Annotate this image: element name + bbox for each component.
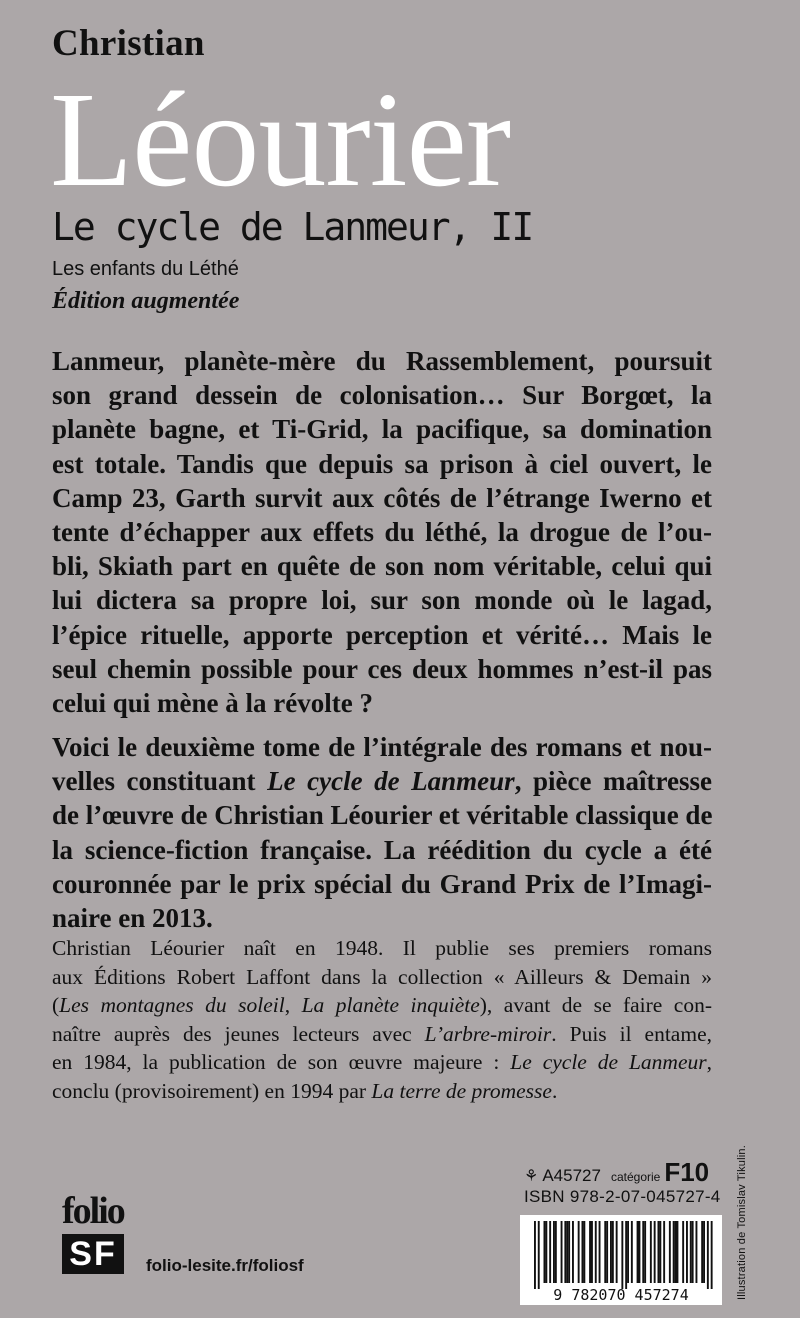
barcode-bar bbox=[673, 1221, 675, 1283]
barcode-bar bbox=[555, 1221, 557, 1283]
blurb-line: est totale. Tandis que depuis sa prison à ciel ouvert, le bbox=[52, 448, 712, 479]
book-subtitle: Les enfants du Léthé bbox=[52, 258, 239, 280]
bio-line: en 1984, la publication de son œuvre majeure : Le cycle de Lanmeur, bbox=[52, 1050, 712, 1074]
barcode-bar bbox=[564, 1221, 566, 1283]
blurb-line: Lanmeur, planète-mère du Rassemblement, poursuit bbox=[52, 346, 712, 376]
barcode-bar bbox=[639, 1221, 641, 1283]
barcode-bar bbox=[625, 1221, 627, 1289]
barcode-bar bbox=[589, 1221, 591, 1283]
blurb-line: tente d’échapper aux effets du léthé, la drogue de l’ou- bbox=[52, 517, 712, 548]
barcode-bar bbox=[561, 1221, 563, 1283]
blurb-line: naire en 2013. bbox=[52, 903, 213, 934]
barcode-bar bbox=[677, 1221, 679, 1283]
barcode-bar bbox=[696, 1221, 698, 1283]
barcode-bar bbox=[549, 1221, 551, 1283]
barcode-bar bbox=[621, 1221, 623, 1289]
barcode-bar bbox=[659, 1221, 661, 1283]
barcode-bar bbox=[669, 1221, 671, 1283]
barcode-bar bbox=[544, 1221, 546, 1283]
barcode-bar bbox=[612, 1221, 614, 1283]
barcode-bar bbox=[654, 1221, 656, 1283]
barcode-bar bbox=[711, 1221, 713, 1289]
catalog-code: A45727 bbox=[542, 1166, 601, 1185]
barcode-bar bbox=[616, 1221, 618, 1283]
isbn: ISBN 978-2-07-045727-4 bbox=[524, 1187, 721, 1206]
series-title-italic: Le cycle de Lanmeur bbox=[267, 766, 515, 797]
publisher-logo-series: SF bbox=[62, 1234, 124, 1274]
barcode-bar bbox=[637, 1221, 639, 1283]
book-title: Le cycle de Lanmeur, II bbox=[52, 205, 533, 249]
edition-label: Édition augmentée bbox=[52, 288, 240, 314]
barcode-bar bbox=[582, 1221, 584, 1283]
barcode bbox=[520, 1215, 722, 1305]
catalog-code-row bbox=[524, 1157, 709, 1188]
blurb-line: lui dictera sa propre loi, sur son monde où le lagad, bbox=[52, 585, 712, 616]
author-bio bbox=[52, 934, 712, 1105]
barcode-bar bbox=[663, 1221, 665, 1283]
blurb-line: couronnée par le prix spécial du Grand Prix de l’Imagi- bbox=[52, 868, 712, 899]
barcode-bar bbox=[658, 1221, 660, 1283]
bookseller-symbol-icon: ⚘ bbox=[524, 1168, 539, 1185]
barcode-digits: 9 782070 457274 bbox=[553, 1286, 689, 1304]
category-label: catégorie bbox=[610, 1170, 661, 1184]
barcode-bar bbox=[675, 1221, 677, 1283]
bio-line: conclu (provisoirement) en 1994 par La terre de promesse. bbox=[52, 1078, 558, 1103]
barcode-bar bbox=[606, 1221, 608, 1283]
blurb-line: Voici le deuxième tome de l’intégrale des romans et nou- bbox=[52, 732, 712, 762]
barcode-bar bbox=[692, 1221, 694, 1283]
barcode-bar bbox=[534, 1221, 536, 1289]
barcode-bar bbox=[686, 1221, 688, 1283]
barcode-bar bbox=[599, 1221, 601, 1283]
blurb-line: celui qui mène à la révolte ? bbox=[52, 688, 373, 719]
blurb-line: l’épice rituelle, apporte perception et vérité… Mais le bbox=[52, 619, 712, 650]
barcode-bar bbox=[690, 1221, 692, 1283]
barcode-bar bbox=[644, 1221, 646, 1283]
blurb-line: de l’œuvre de Christian Léourier et véritable classique de bbox=[52, 800, 713, 831]
blurb-line: son grand dessein de colonisation… Sur Borgœt, la bbox=[52, 380, 712, 411]
barcode-bar bbox=[568, 1221, 570, 1283]
barcode-bar bbox=[682, 1221, 684, 1283]
barcode-bar bbox=[553, 1221, 555, 1283]
barcode-bar bbox=[701, 1221, 703, 1283]
publisher-website[interactable]: folio-lesite.fr/foliosf bbox=[146, 1256, 304, 1275]
publisher-logo-word: folio bbox=[62, 1190, 124, 1232]
bio-line: naître auprès des jeunes lecteurs avec L’arbre-miroir. Puis il entame, bbox=[52, 1021, 712, 1046]
barcode-bar bbox=[604, 1221, 606, 1283]
bio-line: (Les montagnes du soleil, La planète inquiète), avant de se faire con- bbox=[52, 993, 713, 1017]
blurb-paragraph-1 bbox=[52, 344, 712, 720]
barcode-bar bbox=[545, 1221, 547, 1283]
barcode-bar bbox=[578, 1221, 580, 1283]
bio-line: aux Éditions Robert Laffont dans la collection « Ailleurs & Demain » bbox=[52, 964, 712, 989]
barcode-bar bbox=[566, 1221, 568, 1283]
barcode-bar bbox=[703, 1221, 705, 1283]
barcode-bar bbox=[707, 1221, 709, 1289]
author-first-name: Christian bbox=[52, 23, 205, 64]
blurb-line: planète bagne, et Ti-Grid, la pacifique, sa domination bbox=[52, 414, 712, 445]
blurb-line: seul chemin possible pour ces deux hommes n’est-il pas bbox=[52, 653, 712, 684]
blurb-line: velles constituant Le cycle de Lanmeur, pièce maîtresse bbox=[52, 766, 712, 797]
barcode-bar bbox=[642, 1221, 644, 1283]
barcode-bar bbox=[650, 1221, 652, 1283]
barcode-bar bbox=[583, 1221, 585, 1283]
blurb-line: Camp 23, Garth survit aux côtés de l’étrange Iwerno et bbox=[52, 482, 712, 513]
blurb-line: bli, Skiath part en quête de son nom véritable, celui qui bbox=[52, 551, 712, 582]
blurb-line: la science-fiction française. La réédition du cycle a été bbox=[52, 834, 712, 865]
barcode-bar bbox=[538, 1221, 540, 1289]
barcode-bar bbox=[572, 1221, 574, 1283]
author-last-name: Léourier bbox=[50, 65, 511, 215]
barcode-bar bbox=[627, 1221, 629, 1283]
barcode-bar bbox=[610, 1221, 612, 1283]
illustration-credit: Illustration de Tomislav Tikulin. bbox=[736, 1145, 748, 1300]
bio-line: Christian Léourier naît en 1948. Il publie ses premiers romans bbox=[52, 936, 712, 960]
barcode-bar bbox=[591, 1221, 593, 1283]
barcode-graphic bbox=[520, 1215, 722, 1305]
category-code: F10 bbox=[664, 1157, 710, 1187]
blurb-paragraph-2 bbox=[52, 730, 712, 935]
barcode-bar bbox=[631, 1221, 633, 1283]
barcode-bar bbox=[595, 1221, 597, 1283]
